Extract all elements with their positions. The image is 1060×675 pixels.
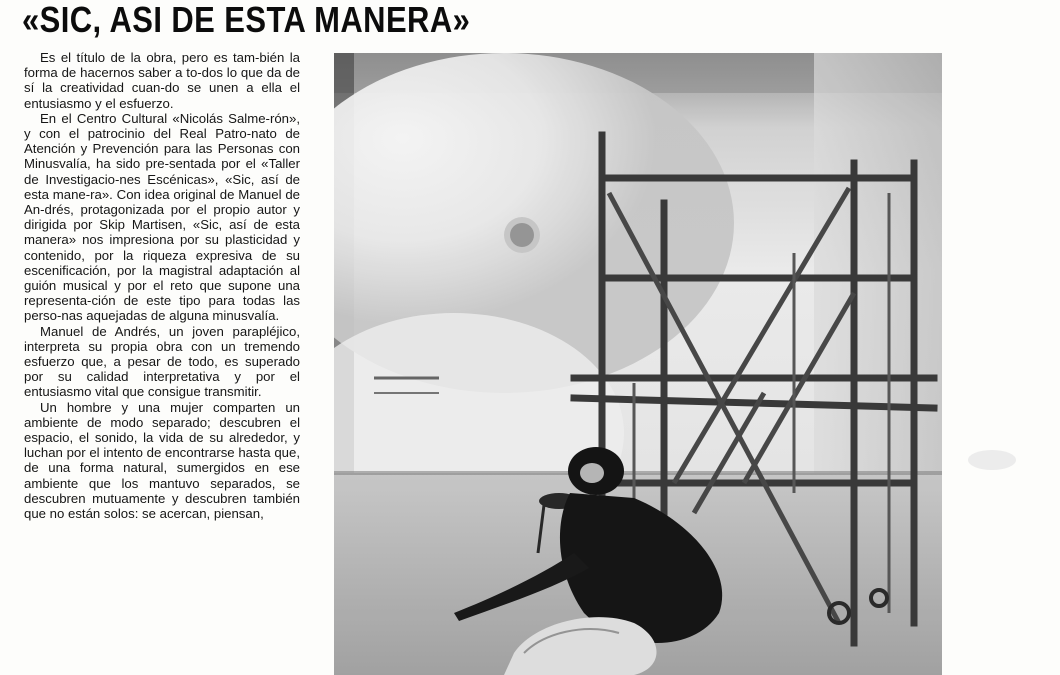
page-edge-shading xyxy=(962,440,1022,480)
article-paragraph-2: En el Centro Cultural «Nicolás Salme-rón», y con el patrocinio del Real Patro-nato de Atención y Prevención para las Personas con Minusvalía, ha sido pre-sentada por el «Taller de Investigacio-nes Escénicas», «Sic, así de esta mane-ra». Con idea original de Manuel de An-drés, protagonizada por el propio autor y dirigida por Skip Martisen, «Sic, así de esta manera» nos impresiona por su plasticidad y contenido, por la riqueza expresiva de su escenificación, por la magistral adaptación al guión musical y por el reto que supone una representa-ción de este tipo para todas las perso-nas aquejadas de alguna minusvalía. xyxy=(24,110,300,324)
article-paragraph-1: Es el título de la obra, pero es tam-bién la forma de hacernos saber a to-dos lo que da de sí la creatividad cuan-do se unen a ella el entusiasmo y el esfuerzo. xyxy=(24,50,300,111)
photo-illustration xyxy=(334,53,942,675)
article-headline: «SIC, ASI DE ESTA MANERA» xyxy=(22,0,471,40)
article-photo xyxy=(334,53,942,675)
article-paragraph-3: Manuel de Andrés, un joven parapléjico, interpreta su propia obra con un tremendo esfuerzo que, a pesar de todo, es superado por su calidad interpretativa y por el entusiasmo vital que consigue transmitir. xyxy=(24,323,300,400)
article-body xyxy=(24,50,300,521)
article-paragraph-4: Un hombre y una mujer comparten un ambiente de modo separado; descubren el espacio, el sonido, la vida de su alrededor, y luchan por el intento de encontrarse hasta que, de una forma natural, sumergidos en ese ambiente que los mantuvo separados, se descubren mutuamente y descubren también que no están solos: se acercan, piensan, xyxy=(24,399,300,522)
